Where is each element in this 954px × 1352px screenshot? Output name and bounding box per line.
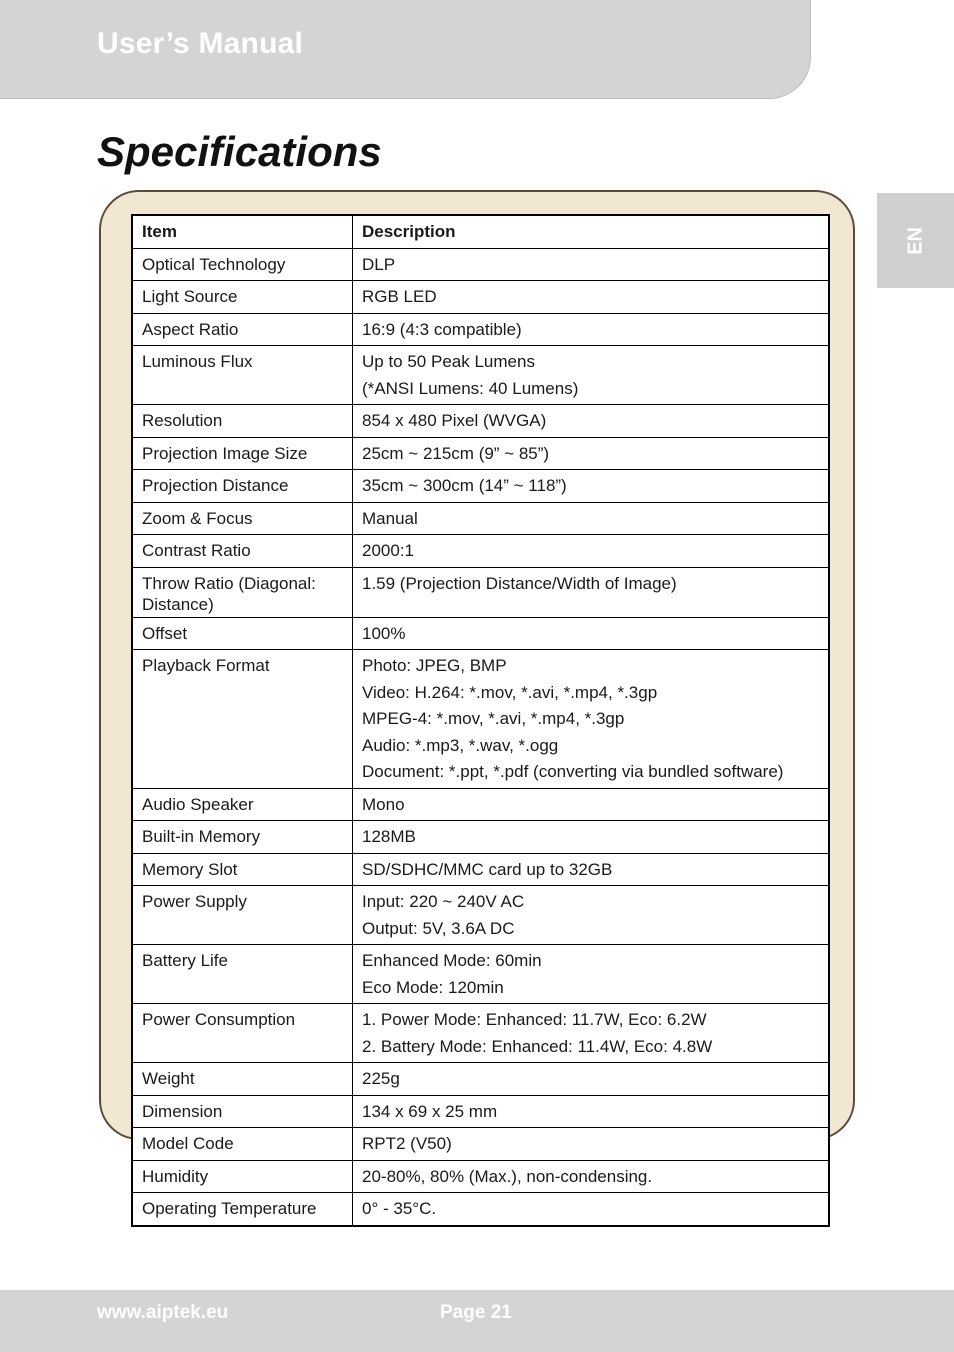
spec-description-line: Eco Mode: 120min	[362, 977, 504, 997]
spec-description-cell	[353, 617, 830, 650]
spec-description-cell	[353, 281, 830, 314]
spec-description-line: (*ANSI Lumens: 40 Lumens)	[362, 378, 579, 398]
spec-description-line: 20-80%, 80% (Max.), non-condensing.	[362, 1166, 653, 1186]
spec-description-cell	[353, 1128, 830, 1161]
spec-item-label: Zoom & Focus	[142, 508, 253, 528]
column-header-description: Description	[353, 215, 830, 248]
spec-item-label: Memory Slot	[142, 859, 238, 879]
spec-item-cell	[132, 1193, 353, 1226]
table-row	[132, 1128, 829, 1161]
table-row	[132, 1095, 829, 1128]
table-row	[132, 788, 829, 821]
spec-item-label: Audio Speaker	[142, 794, 254, 814]
spec-item-label: Contrast Ratio	[142, 541, 251, 560]
spec-description-line: Output: 5V, 3.6A DC	[362, 918, 515, 938]
spec-description-line: RGB LED	[362, 287, 437, 306]
spec-description-cell	[353, 313, 830, 346]
table-row	[132, 346, 829, 405]
spec-item-cell	[132, 437, 353, 470]
header-band	[0, 0, 811, 99]
spec-item-label: Optical Technology	[142, 254, 286, 274]
spec-item-label: Projection Distance	[142, 476, 289, 495]
spec-item-cell	[132, 346, 353, 405]
table-row	[132, 1063, 829, 1096]
spec-item-label: Weight	[142, 1069, 195, 1088]
spec-item-label: Playback Format	[142, 656, 270, 675]
spec-description-cell	[353, 886, 830, 945]
spec-item-cell	[132, 502, 353, 535]
table-row	[132, 437, 829, 470]
spec-description-cell	[353, 502, 830, 535]
spec-description-line: 225g	[362, 1069, 400, 1088]
spec-item-cell	[132, 248, 353, 281]
table-body	[132, 248, 829, 1226]
spec-description-line: DLP	[362, 254, 396, 274]
specifications-table	[131, 214, 830, 1227]
spec-description-line: 2000:1	[362, 541, 414, 560]
column-header-item: Item	[132, 215, 353, 248]
spec-description-line: 854 x 480 Pixel (WVGA)	[362, 411, 547, 430]
manual-title: User’s Manual	[97, 27, 304, 60]
spec-description-line: 100%	[362, 623, 406, 643]
spec-item-label: Projection Image Size	[142, 443, 308, 463]
spec-description-line: RPT2 (V50)	[362, 1134, 452, 1153]
spec-description-line: 128MB	[362, 827, 416, 846]
spec-item-label: Luminous Flux	[142, 352, 253, 371]
spec-item-label: Built-in Memory	[142, 827, 261, 846]
table-row	[132, 650, 829, 789]
spec-description-line: 25cm ~ 215cm (9” ~ 85”)	[362, 443, 550, 463]
table-row	[132, 886, 829, 945]
spec-description-line: Video: H.264: *.mov, *.avi, *.mp4, *.3gp	[362, 682, 658, 702]
spec-item-cell	[132, 617, 353, 650]
footer-website: www.aiptek.eu	[97, 1302, 229, 1323]
spec-item-label: Resolution	[142, 411, 223, 430]
spec-description-cell	[353, 535, 830, 568]
spec-description-line: 134 x 69 x 25 mm	[362, 1101, 498, 1121]
table-row	[132, 313, 829, 346]
spec-description-line: 2. Battery Mode: Enhanced: 11.4W, Eco: 4.8W	[362, 1036, 713, 1056]
spec-description-line: MPEG-4: *.mov, *.avi, *.mp4, *.3gp	[362, 709, 625, 728]
spec-item-cell	[132, 853, 353, 886]
spec-item-cell	[132, 281, 353, 314]
spec-description-cell	[353, 248, 830, 281]
spec-item-cell	[132, 886, 353, 945]
spec-item-label: Throw Ratio (Diagonal: Distance)	[142, 573, 316, 614]
spec-description-cell	[353, 405, 830, 438]
spec-item-label: Aspect Ratio	[142, 319, 239, 339]
spec-item-cell	[132, 821, 353, 854]
table-row	[132, 1193, 829, 1226]
spec-item-label: Humidity	[142, 1166, 209, 1186]
spec-item-cell	[132, 535, 353, 568]
spec-item-cell	[132, 945, 353, 1004]
table-row	[132, 535, 829, 568]
spec-description-cell	[353, 945, 830, 1004]
spec-item-cell	[132, 405, 353, 438]
spec-description-line: 0° - 35°C.	[362, 1199, 437, 1218]
spec-item-cell	[132, 1063, 353, 1096]
spec-description-line: Mono	[362, 794, 405, 814]
spec-description-cell	[353, 788, 830, 821]
table-row	[132, 1004, 829, 1063]
spec-item-cell	[132, 1128, 353, 1161]
spec-item-label: Power Consumption	[142, 1010, 296, 1029]
spec-description-cell	[353, 853, 830, 886]
spec-description-line: 1. Power Mode: Enhanced: 11.7W, Eco: 6.2W	[362, 1010, 707, 1029]
spec-description-cell	[353, 470, 830, 503]
spec-description-cell	[353, 346, 830, 405]
spec-description-line: SD/SDHC/MMC card up to 32GB	[362, 859, 613, 879]
table-row	[132, 281, 829, 314]
spec-description-cell	[353, 567, 830, 617]
spec-item-cell	[132, 1160, 353, 1193]
spec-item-label: Battery Life	[142, 951, 228, 970]
language-tab	[877, 193, 954, 288]
spec-item-cell	[132, 788, 353, 821]
spec-description-cell	[353, 821, 830, 854]
language-label: EN	[904, 226, 926, 255]
table-row	[132, 945, 829, 1004]
table-row	[132, 248, 829, 281]
spec-description-line: Manual	[362, 508, 418, 528]
spec-description-line: Document: *.ppt, *.pdf (converting via bundled software)	[362, 762, 784, 781]
spec-description-cell	[353, 1004, 830, 1063]
table-row	[132, 502, 829, 535]
table-row	[132, 405, 829, 438]
spec-description-cell	[353, 1160, 830, 1193]
spec-item-cell	[132, 313, 353, 346]
footer-band	[0, 1290, 954, 1352]
table-row	[132, 567, 829, 617]
spec-description-cell	[353, 1193, 830, 1226]
spec-description-line: Audio: *.mp3, *.wav, *.ogg	[362, 735, 559, 755]
spec-description-cell	[353, 650, 830, 789]
spec-description-cell	[353, 1063, 830, 1096]
spec-item-label: Offset	[142, 623, 188, 643]
spec-item-cell	[132, 470, 353, 503]
spec-description-line: Up to 50 Peak Lumens	[362, 352, 535, 371]
table-row	[132, 617, 829, 650]
spec-description-line: 35cm ~ 300cm (14” ~ 118”)	[362, 476, 567, 495]
spec-description-line: 16:9 (4:3 compatible)	[362, 319, 522, 339]
page-number: Page 21	[440, 1302, 512, 1323]
spec-description-line: Photo: JPEG, BMP	[362, 656, 507, 675]
page-title: Specifications	[97, 128, 382, 175]
spec-description-cell	[353, 437, 830, 470]
spec-description-cell	[353, 1095, 830, 1128]
spec-description-line: Enhanced Mode: 60min	[362, 951, 542, 970]
spec-item-label: Light Source	[142, 287, 238, 306]
spec-item-label: Operating Temperature	[142, 1199, 317, 1218]
spec-description-line: Input: 220 ~ 240V AC	[362, 892, 525, 911]
table-row	[132, 470, 829, 503]
table-row	[132, 821, 829, 854]
spec-item-label: Model Code	[142, 1134, 234, 1153]
spec-item-cell	[132, 650, 353, 789]
spec-item-label: Power Supply	[142, 892, 247, 911]
spec-description-line: 1.59 (Projection Distance/Width of Image)	[362, 573, 677, 593]
spec-item-label: Dimension	[142, 1101, 223, 1121]
spec-item-cell	[132, 567, 353, 617]
table-row	[132, 1160, 829, 1193]
spec-item-cell	[132, 1004, 353, 1063]
spec-item-cell	[132, 1095, 353, 1128]
table-row	[132, 853, 829, 886]
table-header-row	[132, 215, 829, 248]
